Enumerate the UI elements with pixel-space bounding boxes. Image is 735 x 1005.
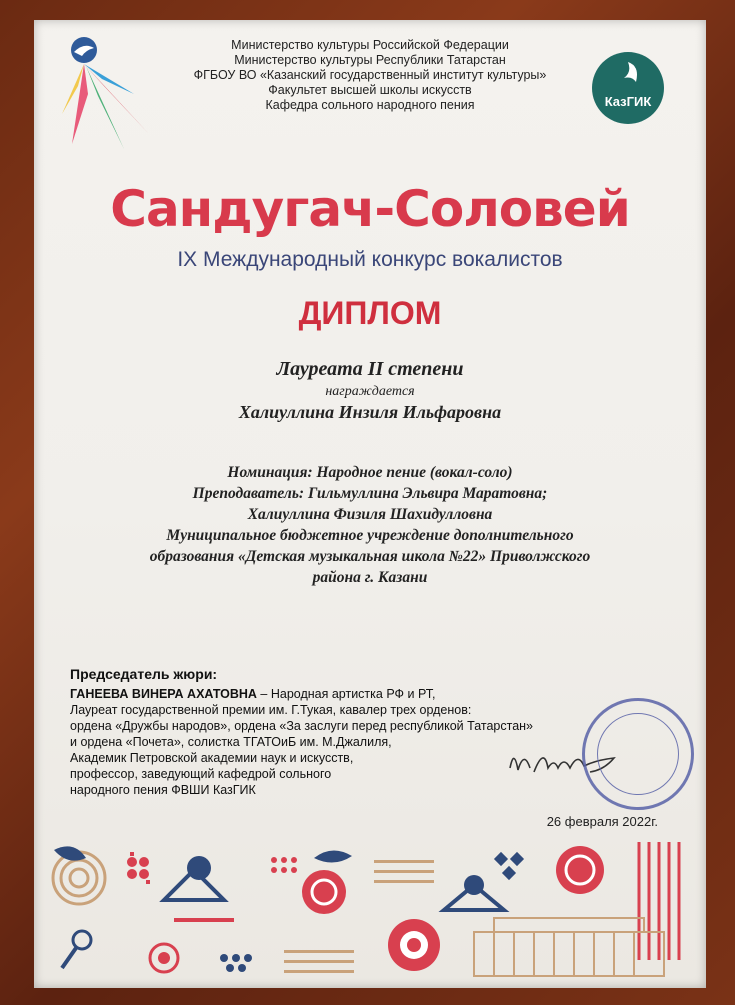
jury-name-line <box>70 686 435 702</box>
diploma-sheet <box>34 20 706 988</box>
jury-line-3: ордена «Дружбы народов», ордена «За заслуги перед республикой Татарстан» <box>70 719 534 733</box>
issue-date: 26 февраля 2022г. <box>546 814 658 829</box>
awarded-label: награждается <box>325 384 415 399</box>
jury-title-1: – Народная артистка РФ и РТ, <box>256 687 436 701</box>
header-faculty: Факультет высшей школы искусств <box>268 83 472 97</box>
header-ministry-rf: Министерство культуры Российской Федерации <box>231 38 509 52</box>
jury-chair-name: ГАНЕЕВА ВИНЕРА АХАТОВНА <box>70 687 257 701</box>
ornament-microphone-icon <box>62 931 91 968</box>
award-degree: Лауреата II степени <box>276 358 464 380</box>
ornament-bird-1 <box>164 856 234 920</box>
jury-heading: Председатель жюри: <box>70 666 218 682</box>
jury-line-6: профессор, заведующий кафедрой сольного <box>70 767 332 781</box>
detail-institution-1: Муниципальное бюджетное учреждение дополнительного <box>166 527 574 544</box>
institution-stamp <box>582 698 694 810</box>
detail-nomination: Номинация: Народное пение (вокал-соло) <box>227 464 513 481</box>
header-institute: ФГБОУ ВО «Казанский государственный институт культуры» <box>193 68 547 82</box>
document-type: ДИПЛОМ <box>298 295 442 331</box>
ornament-band <box>34 840 706 988</box>
detail-teacher-2: Халиуллина Физиля Шахидулловна <box>247 506 493 523</box>
kazgik-logo-text: КазГИК <box>604 94 652 109</box>
header-ministry-rt: Министерство культуры Республики Татарстан <box>234 53 506 67</box>
jury-line-7: народного пения ФВШИ КазГИК <box>70 783 256 797</box>
detail-institution-2: образования «Детская музыкальная школа №22» Приволжского <box>149 548 591 565</box>
contest-title: Сандугач-Соловей <box>110 180 630 238</box>
detail-institution-3: района г. Казани <box>312 569 428 586</box>
ornament-bird-2 <box>444 875 504 910</box>
recipient-name: Халиуллина Инзиля Ильфаровна <box>238 402 502 422</box>
header-department: Кафедра сольного народного пения <box>265 98 475 112</box>
bird-icon <box>592 52 664 124</box>
ornament-circle-right <box>556 846 604 894</box>
ornament-building <box>474 918 664 976</box>
jury-line-5: Академик Петровской академии наук и искусств, <box>70 751 354 765</box>
ornament-flower-center <box>388 919 440 971</box>
kazgik-logo <box>592 52 664 124</box>
contest-subtitle: IX Международный конкурс вокалистов <box>177 248 563 271</box>
detail-teacher: Преподаватель: Гильмуллина Эльвира Маратовна; <box>192 485 548 502</box>
jury-line-2: Лауреат государственной премии им. Г.Тукая, кавалер трех орденов: <box>70 703 472 717</box>
jury-line-4: и ордена «Почета», солистка ТГАТОиБ им. М.Джалиля, <box>70 735 392 749</box>
